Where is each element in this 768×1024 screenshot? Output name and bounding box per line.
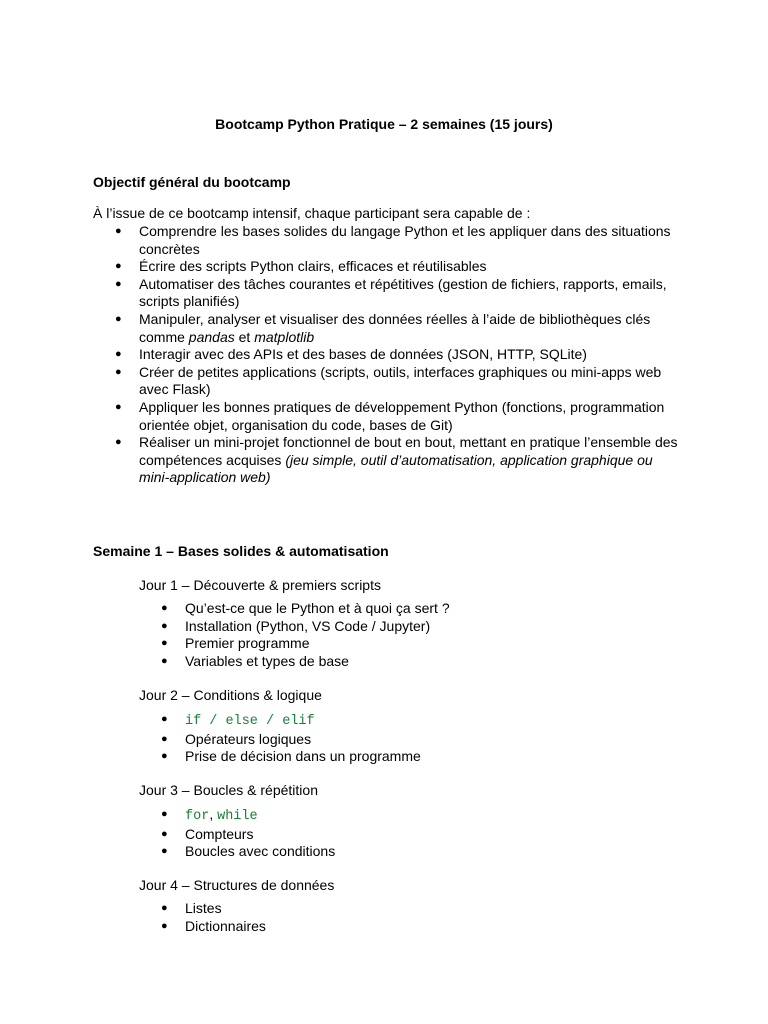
day4-label: Jour 4 – Structures de données xyxy=(139,877,335,893)
objectives-heading: Objectif général du bootcamp xyxy=(93,174,291,190)
list-item: ● Premier programme xyxy=(161,635,310,652)
objectives-list xyxy=(115,223,679,487)
list-item: ● Interagir avec des APIs et des bases de données (JSON, HTTP, SQLite) xyxy=(115,346,587,363)
list-item: ● Dictionnaires xyxy=(161,917,266,934)
bullet-icon: ● xyxy=(115,400,122,413)
list-item: ● Prise de décision dans un programme xyxy=(161,748,421,765)
list-item: ● Réaliser un mini-projet fonctionnel de bout en bout, mettant en pratique l’ensemble des compétences acquises (jeu simple, outil d’automatisation, application graphique ou mini-application web) xyxy=(115,434,678,486)
bullet-icon: ● xyxy=(115,436,122,449)
list-item: ● Installation (Python, VS Code / Jupyter) xyxy=(161,617,431,634)
day3-label: Jour 3 – Boucles & répétition xyxy=(139,782,318,798)
list-item: ● Appliquer les bonnes pratiques de développement Python (fonctions, programmation orientée objet, organisation du code, bases de Git) xyxy=(115,398,665,433)
list-item: ● Variables et types de base xyxy=(161,652,349,669)
bullet-icon: ● xyxy=(161,732,168,745)
day2-label: Jour 2 – Conditions & logique xyxy=(139,687,322,703)
objectives-intro: À l’issue de ce bootcamp intensif, chaque participant sera capable de : xyxy=(93,205,531,221)
bullet-icon: ● xyxy=(115,348,122,361)
list-item: ● Listes xyxy=(161,900,222,916)
bullet-icon: ● xyxy=(161,845,168,858)
bullet-icon: ● xyxy=(161,919,168,932)
bullet-icon: ● xyxy=(161,902,168,914)
list-item xyxy=(161,711,685,731)
bullet-icon: ● xyxy=(161,750,168,763)
list-item: ● Automatiser des tâches courantes et répétitives (gestion de fichiers, rapports, emails, scripts planifiés) xyxy=(115,275,667,310)
bullet-icon: ● xyxy=(161,637,168,650)
document-title: Bootcamp Python Pratique – 2 semaines (15 jours) xyxy=(215,116,553,132)
week1-heading: Semaine 1 – Bases solides & automatisation xyxy=(93,543,389,559)
bullet-icon: ● xyxy=(161,827,168,840)
bullet-icon: ● xyxy=(115,312,122,325)
bullet-icon: ● xyxy=(115,260,122,273)
list-item: ● Boucles avec conditions xyxy=(161,843,336,860)
day1-list xyxy=(161,600,685,670)
code-snippet: if / else / elif xyxy=(185,714,315,729)
day1-label: Jour 1 – Découverte & premiers scripts xyxy=(139,577,381,593)
bullet-icon: ● xyxy=(115,365,122,378)
bullet-icon: ● xyxy=(161,713,168,725)
list-item: ● Qu’est-ce que le Python et à quoi ça sert ? xyxy=(161,600,450,616)
list-item: ● Opérateurs logiques xyxy=(161,730,312,747)
day3-list xyxy=(161,806,685,861)
day4-list xyxy=(161,900,685,935)
list-item: ● Créer de petites applications (scripts, outils, interfaces graphiques ou mini-apps web avec Flask) xyxy=(115,363,662,398)
day2-list xyxy=(161,711,685,766)
bullet-icon: ● xyxy=(161,619,168,632)
bullet-icon: ● xyxy=(161,808,168,820)
list-item: ● Manipuler, analyser et visualiser des données réelles à l’aide de bibliothèques clés comme pandas et matplotlib xyxy=(115,310,651,345)
list-item: ● Écrire des scripts Python clairs, efficaces et réutilisables xyxy=(115,258,487,275)
bullet-icon: ● xyxy=(161,654,168,667)
list-item: ● for, while xyxy=(161,806,258,824)
bullet-icon: ● xyxy=(115,225,122,237)
code-snippet: for xyxy=(185,809,210,824)
list-item: ● Comprendre les bases solides du langage Python et les appliquer dans des situations concrètes xyxy=(115,223,671,257)
bullet-icon: ● xyxy=(115,277,122,290)
bullet-icon: ● xyxy=(161,602,168,614)
list-item: ● Compteurs xyxy=(161,825,254,842)
code-snippet: while xyxy=(217,809,258,824)
